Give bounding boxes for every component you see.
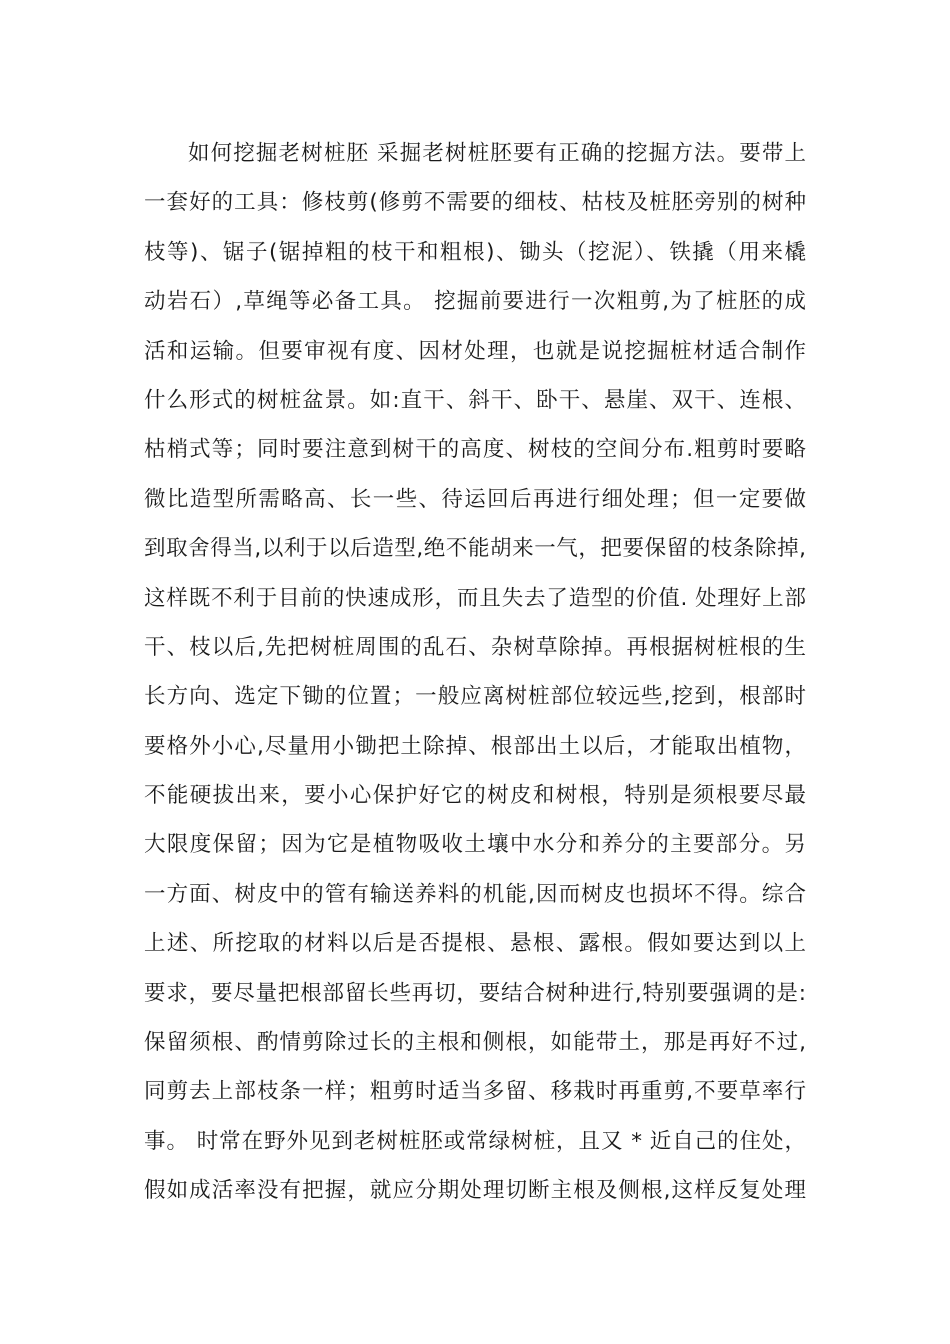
text-line: 枝等)、锯子(锯掉粗的枝干和粗根)、锄头（挖泥）、铁撬（用来橇 (144, 239, 806, 265)
text-line: 同剪去上部枝条一样；粗剪时适当多留、移栽时再重剪,不要草率行 (144, 1079, 806, 1105)
text-line: 保留须根、酌情剪除过长的主根和侧根，如能带土，那是再好不过, (144, 1030, 806, 1056)
text-line: 大限度保留；因为它是植物吸收土壤中水分和养分的主要部分。另 (144, 832, 806, 858)
text-line: 事。 时常在野外见到老树桩胚或常绿树桩，且又 * 近自己的住处， (144, 1128, 806, 1154)
text-line: 要格外小心,尽量用小锄把土除掉、根部出土以后，才能取出植物， (144, 733, 806, 759)
text-line: 长方向、选定下锄的位置；一般应离树桩部位较远些,挖到，根部时 (144, 684, 806, 710)
text-line: 活和运输。但要审视有度、因材处理，也就是说挖掘桩材适合制作 (144, 338, 806, 364)
text-line: 干、枝以后,先把树桩周围的乱石、杂树草除掉。再根据树桩根的生 (144, 634, 806, 660)
text-line: 微比造型所需略高、长一些、待运回后再进行细处理；但一定要做 (144, 486, 806, 512)
body-paragraph (144, 129, 806, 1216)
text-line: 一方面、树皮中的管有输送养料的机能,因而树皮也损坏不得。综合 (144, 881, 806, 907)
text-line: 要求，要尽量把根部留长些再切，要结合树种进行,特别要强调的是: (144, 980, 806, 1006)
text-line: 假如成活率没有把握，就应分期处理切断主根及侧根,这样反复处理 (144, 1178, 806, 1204)
text-line: 什么形式的树桩盆景。如:直干、斜干、卧干、悬崖、双干、连根、 (144, 387, 806, 413)
text-line: 这样既不利于目前的快速成形，而且失去了造型的价值. 处理好上部 (144, 585, 806, 611)
text-line: 不能硬拔出来，要小心保护好它的树皮和树根，特别是须根要尽最 (144, 783, 806, 809)
text-line: 上述、所挖取的材料以后是否提根、悬根、露根。假如要达到以上 (144, 931, 806, 957)
text-line: 动岩石）,草绳等必备工具。 挖掘前要进行一次粗剪,为了桩胚的成 (144, 289, 806, 315)
text-line: 枯梢式等；同时要注意到树干的高度、树枝的空间分布.粗剪时要略 (144, 437, 806, 463)
text-line: 一套好的工具：修枝剪(修剪不需要的细枝、枯枝及桩胚旁别的树种 (144, 190, 806, 216)
text-line: 到取舍得当,以利于以后造型,绝不能胡来一气，把要保留的枝条除掉, (144, 536, 806, 562)
text-line: 如何挖掘老树桩胚 采掘老树桩胚要有正确的挖掘方法。要带上 (188, 141, 806, 166)
